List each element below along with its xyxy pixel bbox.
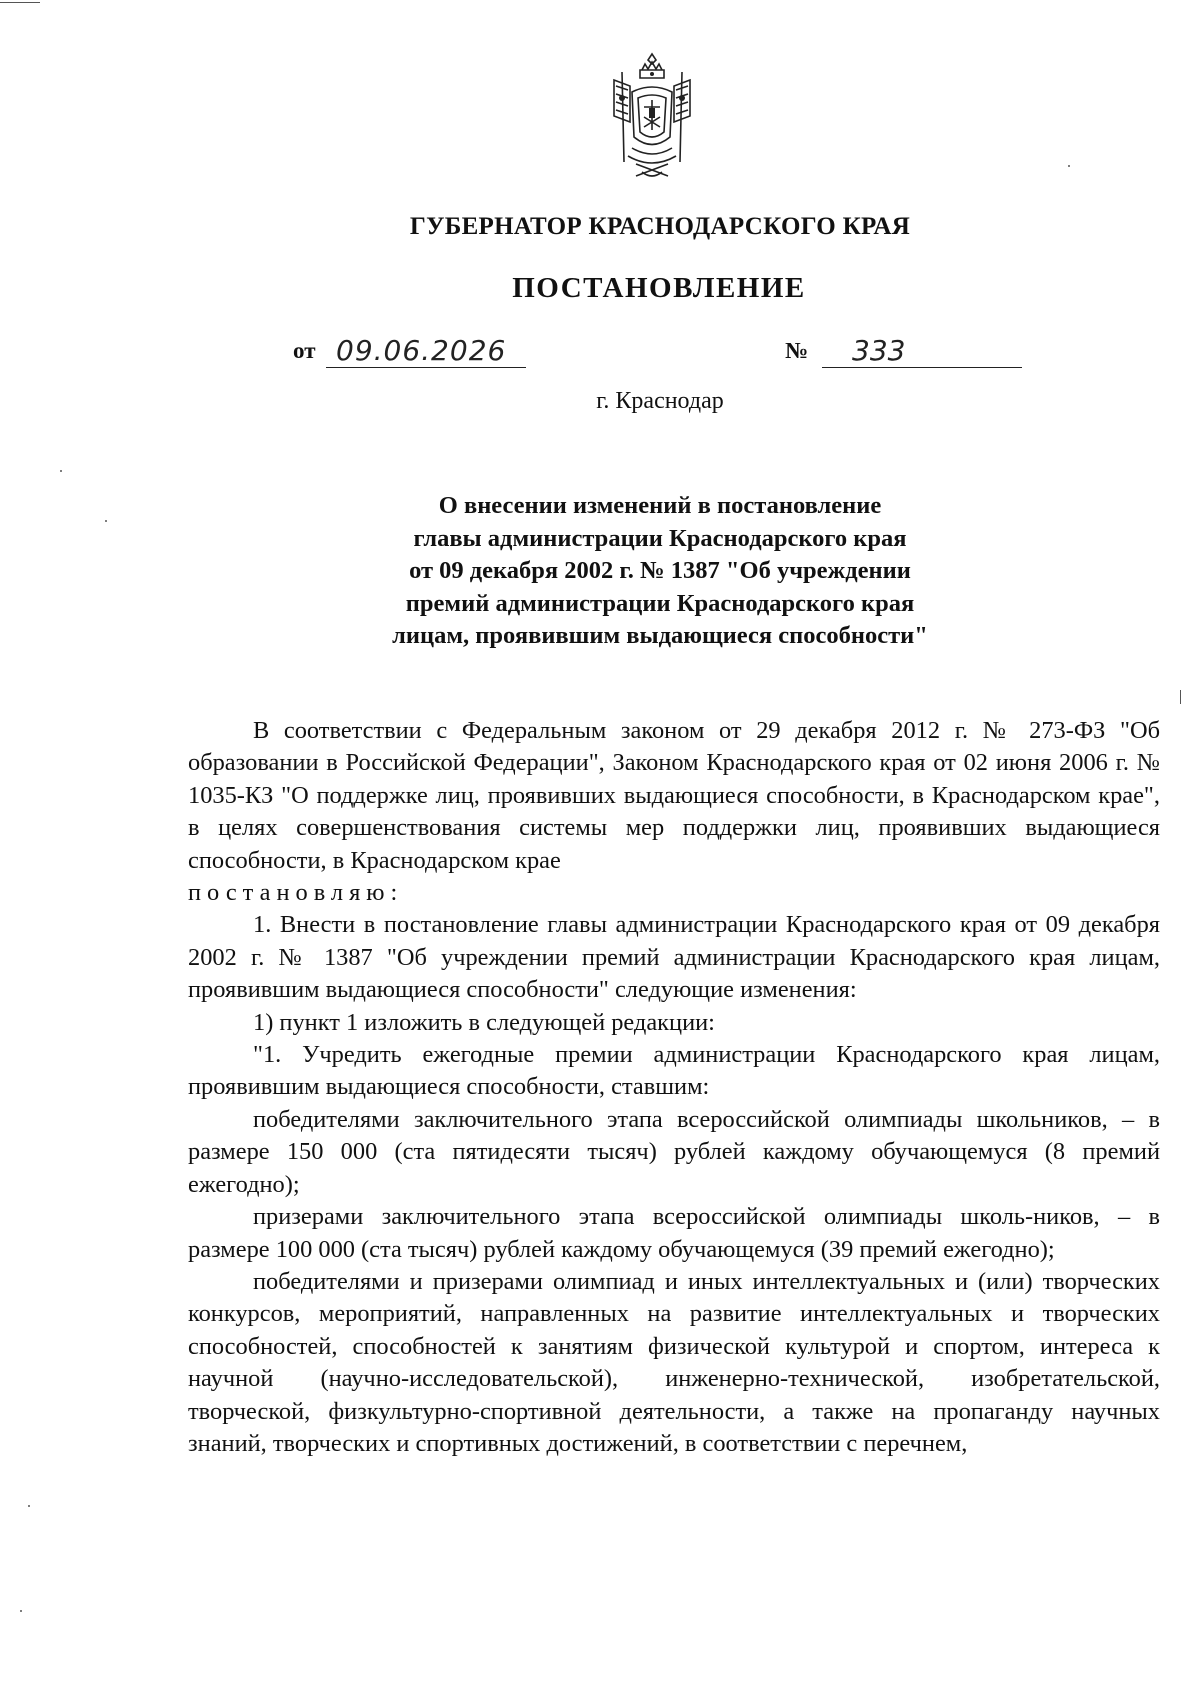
- document-heading: [340, 490, 980, 653]
- document-type-title: ПОСТАНОВЛЕНИЕ: [512, 272, 806, 304]
- preamble-paragraph: В соответствии с Федеральным законом от 29 декабря 2012 г. № 273-ФЗ "Об образовании в Российской Федерации", Законом Краснодарского края от 02 июня 2006 г. № 1035-КЗ "О поддержке лиц, проявивших выдающиеся способности, в Краснодарском крае", в целях совершенствования системы мер поддержки лиц, проявивших выдающиеся способности, в Краснодарском крае: [188, 717, 1160, 874]
- handwritten-number: 333: [822, 334, 1022, 368]
- issue-city: г. Краснодар: [596, 388, 724, 414]
- scan-speck: [20, 1610, 22, 1612]
- scan-speck: [28, 1505, 30, 1507]
- document-body: [188, 715, 1160, 1460]
- krasnodar-coat-of-arms-emblem: [602, 52, 702, 182]
- scan-speck: [105, 520, 107, 522]
- number-label: №: [785, 338, 809, 363]
- scan-speck: [1068, 165, 1070, 167]
- decree-word: постановляю:: [188, 879, 404, 907]
- prizewinners-paragraph: призерами заключительного этапа всероссийской олимпиады школь-ников, – в размере 100 000 (ста тысяч) рублей каждому обучающемуся (39 премий ежегодно);: [188, 1203, 1160, 1263]
- olympiads-paragraph: победителями и призерами олимпиад и иных интеллектуальных и (или) творческих конкурсов, мероприятий, направленных на развитие интеллектуальных и творческих способностей, способностей к занятиям физической культурой и спортом, интереса к научной (научно-исследовательской), инженерно-технической, изобретательской, творческой, физкультурно-спортивной деятельности, а также на пропаганду научных знаний, творческих и спортивных достижений, в соответствии с перечнем,: [188, 1267, 1160, 1457]
- heading-line: лицам, проявившим выдающиеся способности": [392, 622, 928, 649]
- quoted-item-1-paragraph: "1. Учредить ежегодные премии администрации Краснодарского края лицам, проявившим выдающиеся способности, ставшим:: [188, 1041, 1160, 1101]
- item-1-paragraph: 1. Внести в постановление главы администрации Краснодарского края от 09 декабря 2002 г. № 1387 "Об учреждении премий администрации Краснодарского края лицам, проявившим выдающиеся способности" следующие изменения:: [188, 911, 1160, 1004]
- heading-line: премий администрации Краснодарского края: [405, 589, 915, 617]
- heading-line: О внесении изменений в постановление: [438, 492, 882, 519]
- scan-speck: [1180, 690, 1181, 704]
- handwritten-date: 09.06.2026: [326, 334, 526, 368]
- issuing-authority: ГУБЕРНАТОР КРАСНОДАРСКОГО КРАЯ: [409, 213, 911, 240]
- heading-line: от 09 декабря 2002 г. № 1387 "Об учреждении: [409, 557, 911, 584]
- subitem-1-paragraph: 1) пункт 1 изложить в следующей редакции:: [253, 1008, 715, 1036]
- scan-speck: [60, 470, 62, 472]
- date-label: от: [293, 338, 316, 363]
- scan-edge-mark: [0, 2, 40, 3]
- heading-line: главы администрации Краснодарского края: [413, 524, 907, 552]
- winners-paragraph: победителями заключительного этапа всероссийской олимпиады школьников, – в размере 150 000 (ста пятидесяти тысяч) рублей каждому обучающемуся (8 премий ежегодно);: [188, 1105, 1160, 1198]
